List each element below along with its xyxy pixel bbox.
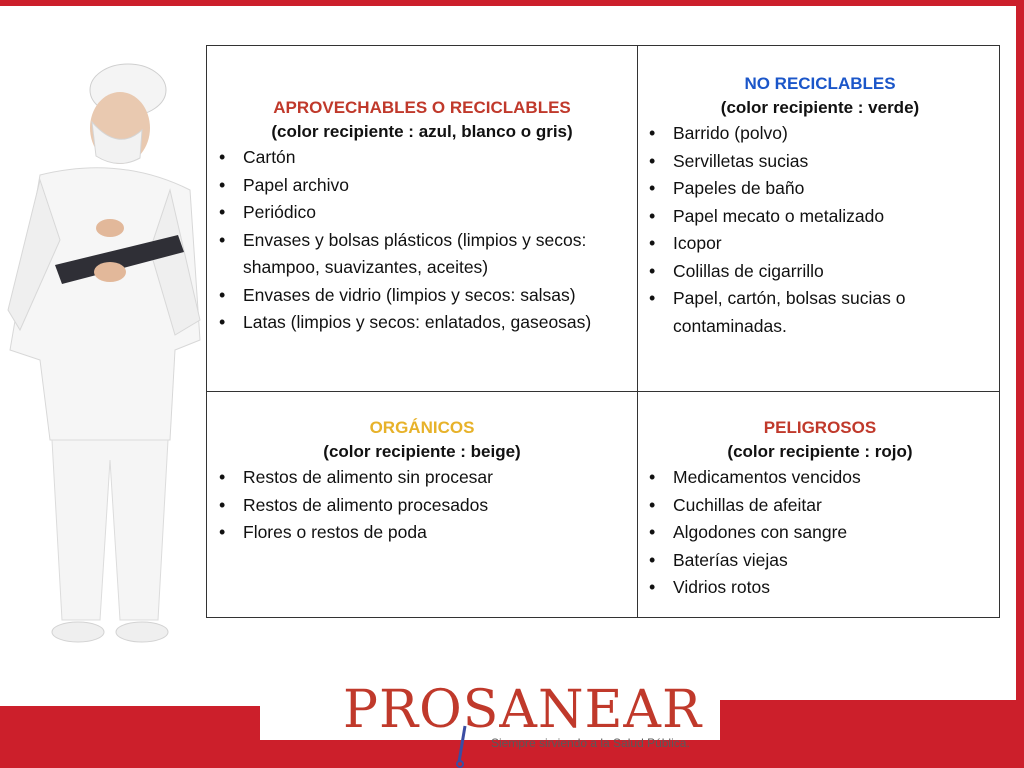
frame-top-border <box>0 0 1024 6</box>
cell-title: PELIGROSOS <box>763 418 877 437</box>
list-item: • Vidrios rotos <box>645 574 995 602</box>
cell-title: NO RECICLABLES <box>744 74 896 93</box>
logo-wordmark: PROSANEAR <box>343 680 703 740</box>
list-item: • Algodones con sangre <box>645 519 995 547</box>
list-item: • Flores o restos de poda <box>215 519 629 547</box>
logo-tagline: Siempre sirviendo a la Salud Pública. <box>491 736 690 750</box>
cell-no-reciclables <box>645 72 995 340</box>
list-item: • Servilletas sucias <box>645 148 995 176</box>
cell-organicos <box>215 416 629 547</box>
list-item: • Baterías viejas <box>645 547 995 575</box>
item-list <box>645 120 995 340</box>
list-item: • Envases de vidrio (limpios y secos: salsas) <box>215 282 629 310</box>
list-item: • Cartón <box>215 144 629 172</box>
frame-right-border <box>1016 0 1024 768</box>
cell-aprovechables <box>215 96 629 337</box>
magnifier-icon <box>455 722 483 768</box>
list-item: • Medicamentos vencidos <box>645 464 995 492</box>
list-item: • Icopor <box>645 230 995 258</box>
list-item: • Barrido (polvo) <box>645 120 995 148</box>
cell-subtitle: (color recipiente : azul, blanco o gris) <box>271 122 573 141</box>
list-item: • Restos de alimento procesados <box>215 492 629 520</box>
cell-title: APROVECHABLES O RECICLABLES <box>273 98 571 117</box>
list-item: • Papel archivo <box>215 172 629 200</box>
cell-title: ORGÁNICOS <box>369 418 475 437</box>
cell-subtitle: (color recipiente : rojo) <box>727 442 913 461</box>
item-list <box>215 144 629 337</box>
waste-classification-table <box>206 45 1000 618</box>
prosanear-logo <box>343 680 703 768</box>
list-item: • Periódico <box>215 199 629 227</box>
item-list <box>215 464 629 547</box>
list-item: • Papeles de baño <box>645 175 995 203</box>
table-vertical-divider <box>637 46 638 617</box>
table-horizontal-divider <box>207 391 999 392</box>
list-item: • Papel mecato o metalizado <box>645 203 995 231</box>
list-item: • Papel, cartón, bolsas sucias o contaminadas. <box>645 285 995 340</box>
list-item: • Envases y bolsas plásticos (limpios y secos: shampoo, suavizantes, aceites) <box>215 227 629 282</box>
cell-peligrosos <box>645 416 995 602</box>
doctor-illustration <box>0 60 210 660</box>
list-item: • Latas (limpios y secos: enlatados, gaseosas) <box>215 309 629 337</box>
cell-subtitle: (color recipiente : beige) <box>323 442 521 461</box>
item-list <box>645 464 995 602</box>
list-item: • Colillas de cigarrillo <box>645 258 995 286</box>
list-item: • Cuchillas de afeitar <box>645 492 995 520</box>
frame-bottom-left-block <box>0 706 260 768</box>
cell-subtitle: (color recipiente : verde) <box>720 98 920 117</box>
list-item: • Restos de alimento sin procesar <box>215 464 629 492</box>
frame-bottom-right-block <box>720 700 1024 768</box>
